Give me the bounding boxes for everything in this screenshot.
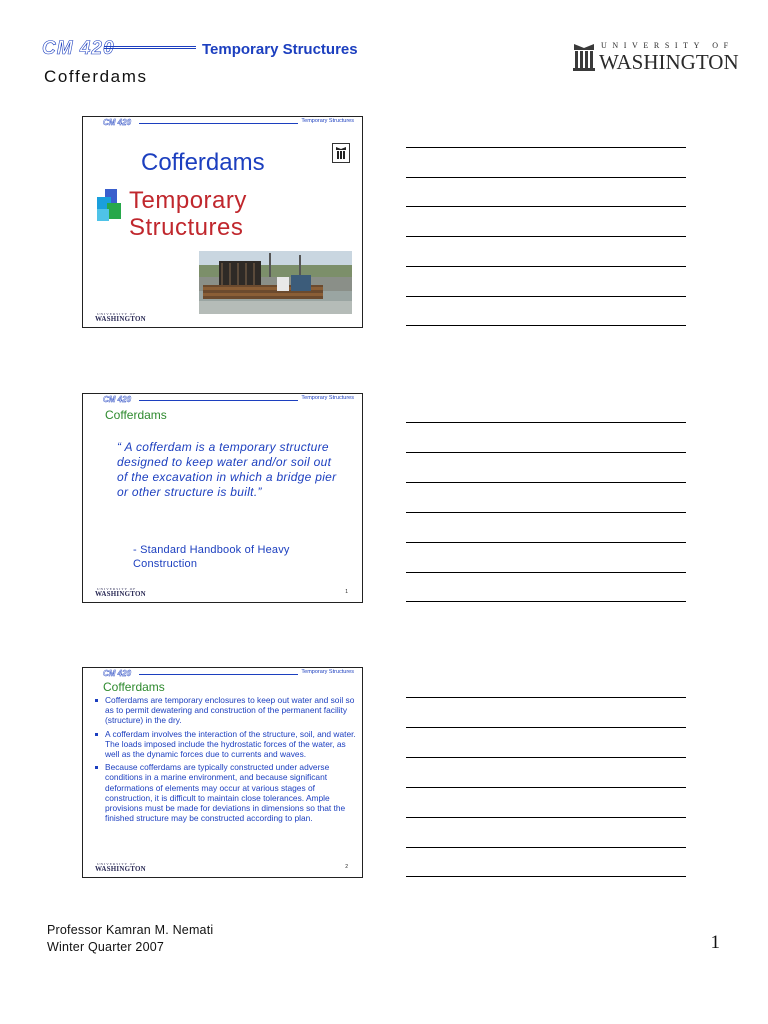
- note-line: [406, 512, 686, 513]
- slide-course-logo: CM 420: [103, 118, 132, 127]
- bullet-icon: [95, 733, 98, 736]
- bullet-item: [95, 695, 357, 726]
- course-code-logo: CM 420: [42, 38, 115, 59]
- footer-author: Professor Kamran M. Nemati: [47, 923, 214, 937]
- bullet-icon: [95, 766, 98, 769]
- slide-title: Cofferdams: [141, 149, 265, 176]
- university-small-text: UNIVERSITY OF: [601, 41, 734, 50]
- bullet-item: [95, 762, 357, 823]
- slide-header-title: Temporary Structures: [298, 395, 354, 401]
- footer-logo-big: WASHINGTON: [95, 590, 146, 598]
- quote-attribution: - Standard Handbook of Heavy Construction: [133, 544, 290, 570]
- university-crest-icon: [572, 42, 596, 72]
- slide-header: [83, 394, 362, 406]
- header-rule: [104, 46, 196, 49]
- slide-subtitle: [129, 187, 247, 241]
- note-line: [406, 847, 686, 848]
- note-line: [406, 147, 686, 148]
- note-line: [406, 236, 686, 237]
- slide-heading: Cofferdams: [105, 408, 167, 422]
- footer-logo-small: UNIVERSITY OF: [97, 587, 137, 591]
- slide-footer-logo: [89, 312, 146, 322]
- note-line: [406, 876, 686, 877]
- note-line: [406, 542, 686, 543]
- slide-number: 2: [345, 864, 348, 870]
- slide-course-logo: CM 420: [103, 395, 132, 404]
- note-line: [406, 601, 686, 602]
- note-line: [406, 177, 686, 178]
- slide-footer-logo: [89, 587, 146, 597]
- header-title: Temporary Structures: [202, 41, 358, 58]
- note-line: [406, 697, 686, 698]
- slide-heading: Cofferdams: [103, 680, 165, 694]
- footer-logo-small: UNIVERSITY OF: [97, 862, 137, 866]
- footer-logo-small: UNIVERSITY OF: [97, 312, 137, 316]
- note-line: [406, 452, 686, 453]
- footer-logo-big: WASHINGTON: [95, 865, 146, 873]
- note-line: [406, 266, 686, 267]
- slide-course-logo: CM 420: [103, 669, 132, 678]
- footer-logo-big: WASHINGTON: [95, 315, 146, 323]
- university-big-text: WASHINGTON: [599, 50, 739, 74]
- note-line: [406, 572, 686, 573]
- slide-footer-logo: [89, 862, 146, 872]
- decorative-squares-icon: [93, 189, 127, 225]
- note-line: [406, 325, 686, 326]
- note-line: [406, 422, 686, 423]
- subtitle-line-2: Structures: [129, 214, 244, 241]
- slide-3: [82, 667, 363, 878]
- slide-2: [82, 393, 363, 603]
- university-logo: [572, 40, 737, 76]
- bullet-list: [95, 695, 357, 826]
- note-line: [406, 787, 686, 788]
- slide-header: [83, 668, 362, 680]
- note-line: [406, 482, 686, 483]
- note-line: [406, 296, 686, 297]
- bullet-text: Because cofferdams are typically constructed under adverse conditions in a marine environment, and because significant deformations of elements may occur at various stages of construction, it is difficult to maintain close tolerances. Ample provisions must be made for deviations in dimensions so that the finished structure may be constructed according to plan.: [105, 762, 346, 824]
- slide-header-title: Temporary Structures: [298, 118, 354, 124]
- slide-1: [82, 116, 363, 328]
- subtitle-line-1: Temporary: [129, 187, 247, 214]
- page-number: 1: [710, 932, 720, 953]
- page-subtitle: Cofferdams: [44, 67, 148, 86]
- note-line: [406, 817, 686, 818]
- slide-number: 1: [345, 589, 348, 595]
- note-line: [406, 206, 686, 207]
- cofferdam-photo: [199, 251, 352, 314]
- note-line: [406, 727, 686, 728]
- footer-term: Winter Quarter 2007: [47, 940, 165, 954]
- bullet-text: Cofferdams are temporary enclosures to keep out water and soil so as to permit dewatering and construction of the permanent facility (structure) in the dry.: [105, 695, 355, 726]
- slide-quote: “ A cofferdam is a temporary structure designed to keep water and/or soil out of the excavation in which a bridge pier or other structure is built.”: [117, 440, 337, 499]
- slide-header-title: Temporary Structures: [298, 669, 354, 675]
- bullet-text: A cofferdam involves the interaction of the structure, soil, and water. The loads imposed include the hydrostatic forces of the water, as well as the dynamic forces due to currents and waves.: [105, 728, 356, 760]
- slide-header: [83, 117, 362, 129]
- crest-icon: [332, 143, 350, 163]
- note-line: [406, 757, 686, 758]
- bullet-item: [95, 729, 357, 760]
- bullet-icon: [95, 699, 98, 702]
